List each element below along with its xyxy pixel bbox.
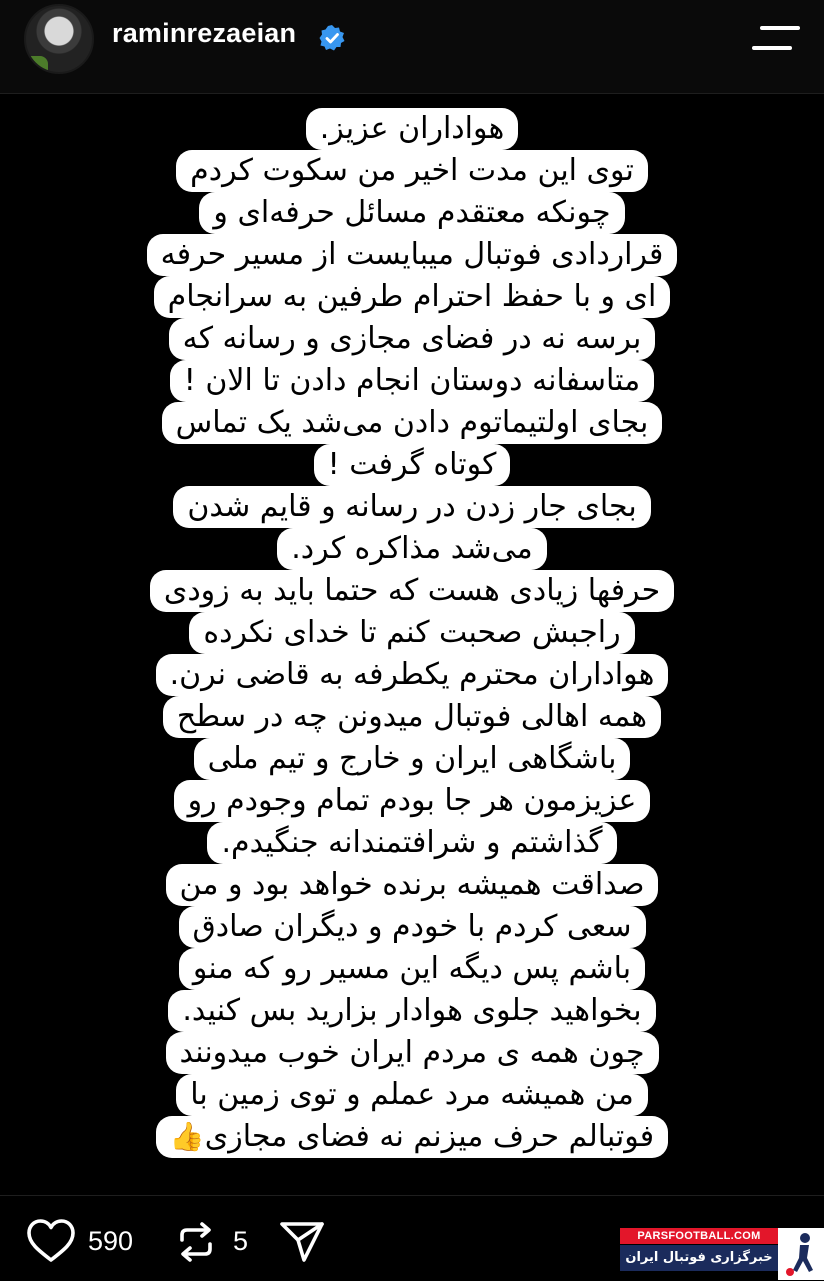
story-line: سعی کردم با خودم و دیگران صادق <box>179 906 646 948</box>
story-content <box>0 94 824 1194</box>
username[interactable]: raminrezaeian <box>112 18 297 48</box>
story-text <box>147 108 678 1158</box>
story-line: عزیزمون هر جا بودم تمام وجودم رو <box>174 780 651 822</box>
story-line: هواداران محترم یکطرفه به قاضی نرن. <box>156 654 669 696</box>
watermark-site: PARSFOOTBALL.COM <box>620 1228 778 1244</box>
story-line: چونکه معتقدم مسائل حرفه‌ای و <box>199 192 624 234</box>
menu-icon[interactable] <box>752 22 800 54</box>
story-line: ای و با حفظ احترام طرفین به سرانجام <box>154 276 671 318</box>
football-player-logo-icon <box>778 1228 824 1280</box>
story-line: قراردادی فوتبال میبایست از مسیر حرفه <box>147 234 678 276</box>
watermark-tagline: خبرگزاری فوتبال ایران <box>620 1245 778 1271</box>
story-line: صداقت همیشه برنده خواهد بود و من <box>166 864 659 906</box>
story-line: حرفها زیادی هست که حتما باید به زودی <box>150 570 674 612</box>
heart-icon[interactable] <box>26 1218 76 1264</box>
story-line: همه اهالی فوتبال میدونن چه در سطح <box>163 696 661 738</box>
send-icon[interactable] <box>278 1216 326 1264</box>
story-line: چون همه ی مردم ایران خوب میدونند <box>166 1032 659 1074</box>
story-line: هواداران عزیز. <box>306 108 519 150</box>
story-line: باشگاهی ایران و خارج و تیم ملی <box>194 738 631 780</box>
avatar[interactable] <box>24 4 94 74</box>
repost-count: 5 <box>233 1226 249 1256</box>
thumbs-up-icon: 👍 <box>169 1120 205 1153</box>
story-line: بخواهید جلوی هوادار بزارید بس کنید. <box>168 990 655 1032</box>
story-line: باشم پس دیگه این مسیر رو که منو <box>179 948 645 990</box>
like-count: 590 <box>88 1226 134 1256</box>
watermark <box>620 1228 824 1280</box>
verified-badge-icon <box>318 24 346 52</box>
story-line: من همیشه مرد عملم و توی زمین با <box>176 1074 648 1116</box>
story-line: کوتاه گرفت ! <box>314 444 511 486</box>
story-line-last <box>156 1116 668 1158</box>
repost-icon[interactable] <box>174 1220 218 1264</box>
story-line: برسه نه در فضای مجازی و رسانه که <box>169 318 656 360</box>
story-line: راجبش صحبت کنم تا خدای نکرده <box>189 612 634 654</box>
post-header <box>0 0 824 94</box>
story-line-text: فوتبالم حرف میزنم نه فضای مجازی <box>204 1119 655 1154</box>
story-line: بجای اولتیماتوم دادن می‌شد یک تماس <box>162 402 663 444</box>
story-line: می‌شد مذاکره کرد. <box>277 528 546 570</box>
story-line: توی این مدت اخیر من سکوت کردم <box>176 150 648 192</box>
story-line: گذاشتم و شرافتمندانه جنگیدم. <box>207 822 616 864</box>
story-line: بجای جار زدن در رسانه و قایم شدن <box>173 486 650 528</box>
story-line: متاسفانه دوستان انجام دادن تا الان ! <box>170 360 654 402</box>
